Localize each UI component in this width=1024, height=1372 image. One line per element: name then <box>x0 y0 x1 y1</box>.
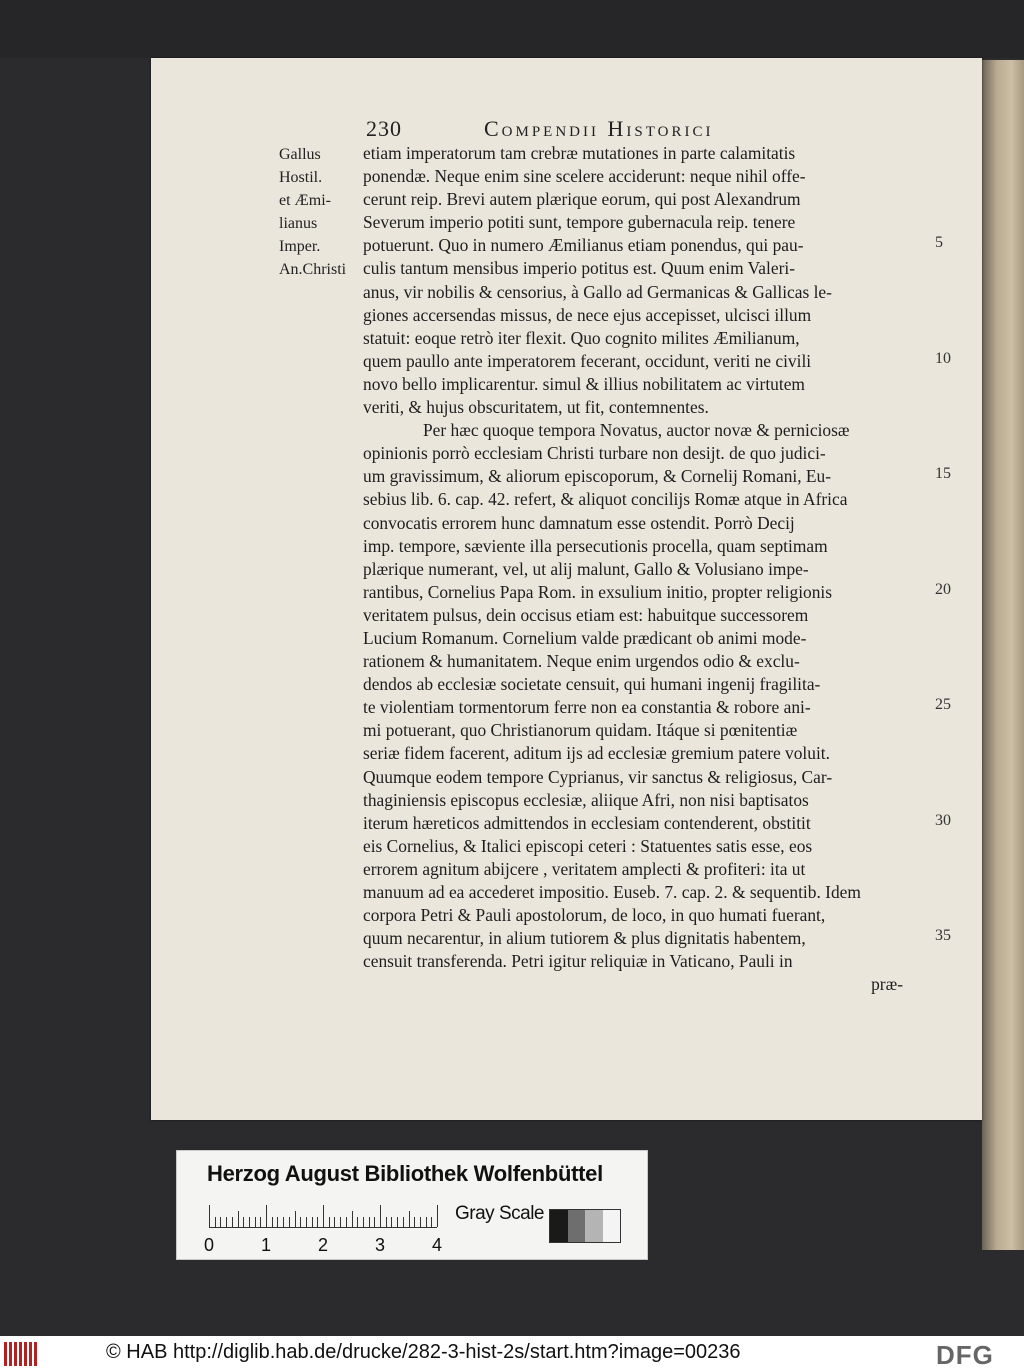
text-line: veritatem pulsus, dein occisus etiam est: habuitque successorem <box>363 604 809 625</box>
gray-swatch <box>603 1210 621 1242</box>
text-line: manuum ad ea accederet impositio. Euseb. 7. cap. 2. & sequentib. Idem <box>363 882 861 902</box>
dfg-logo: DFG <box>936 1340 994 1370</box>
text-line: te violentiam tormentorum ferre non ea constantia & robore ani- <box>363 697 811 718</box>
gray-scale-swatches <box>549 1209 621 1243</box>
ruler-tick <box>386 1217 387 1227</box>
ruler-tick <box>420 1217 421 1227</box>
ruler-tick <box>306 1217 307 1227</box>
ruler-tick <box>249 1217 250 1227</box>
text-line: um gravissimum, & aliorum episcoporum, & Cornelij Romani, Eu- <box>363 466 832 487</box>
text-line: imp. tempore, sæviente illa persecutionis procella, quam septimam <box>363 535 828 556</box>
ruler-number: 3 <box>375 1235 386 1255</box>
ruler-tick <box>220 1217 221 1227</box>
text-line: sebius lib. 6. cap. 42. refert, & aliquot concilijs Romæ atque in Africa <box>363 489 848 510</box>
line-number: 15 <box>935 465 951 482</box>
text-line: etiam imperatorum tam crebræ mutationes in parte calamitatis <box>363 143 796 163</box>
text-line: errorem agnitum abijcere , veritatem amplecti & profiteri: ita ut <box>363 858 806 879</box>
source-url[interactable]: © HAB http://diglib.hab.de/drucke/282-3-hist-2s/start.htm?image=00236 <box>106 1341 741 1363</box>
ruler-tick <box>357 1217 358 1227</box>
text-line: giones accersendas missus, de nece ejus accepisset, ulcisci illum <box>363 304 812 325</box>
text-line: potuerunt. Quo in numero Æmilianus etiam ponendus, qui pau- <box>363 235 804 256</box>
ruler-tick <box>243 1217 244 1227</box>
ruler-number: 1 <box>261 1235 272 1255</box>
ruler-tick <box>363 1217 364 1227</box>
ruler-tick <box>323 1205 324 1227</box>
ruler-tick <box>238 1211 239 1227</box>
line-number: 10 <box>935 350 951 367</box>
ruler-tick <box>266 1205 267 1227</box>
page-number: 230 <box>366 116 402 141</box>
side-note: Hostil. <box>279 169 323 186</box>
text-line: mi potuerant, quo Christianorum quidam. Itáque si pœnitentiæ <box>363 720 798 741</box>
ruler-tick <box>409 1211 410 1227</box>
text-line: veriti, & hujus obscuritatem, ut fit, contemnentes. <box>363 397 709 418</box>
text-line: convocatis errorem hunc damnatum esse ostendit. Porrò Decij <box>363 512 795 533</box>
text-line: corpora Petri & Pauli apostolorum, de loco, in quo humati fuerant, <box>363 905 826 926</box>
ruler-tick <box>374 1217 375 1227</box>
ruler-tick <box>431 1217 432 1227</box>
text-line: rantibus, Cornelius Papa Rom. in exsulium initio, propter religionis <box>363 581 833 602</box>
text-line: seriæ fidem facerent, aditum ijs ad ecclesiæ gremium patere voluit. <box>363 743 830 764</box>
ruler-tick <box>215 1217 216 1227</box>
ruler-tick <box>380 1205 381 1227</box>
gray-swatch <box>550 1210 568 1242</box>
body-text <box>363 142 935 996</box>
ruler-tick <box>272 1217 273 1227</box>
hab-logo-icon <box>4 1342 44 1366</box>
ruler-tick <box>232 1217 233 1227</box>
side-note: Gallus <box>279 146 321 163</box>
text-line: cerunt reip. Brevi autem plærique eorum, qui post Alexandrum <box>363 189 801 210</box>
ruler-number: 4 <box>432 1235 443 1255</box>
ruler-tick <box>340 1217 341 1227</box>
ruler-tick <box>312 1217 313 1227</box>
text-line: dendos ab ecclesiæ societate censuit, qui humani ingenij fragilita- <box>363 674 821 695</box>
ruler-tick <box>283 1217 284 1227</box>
ruler-tick <box>369 1217 370 1227</box>
side-note: Imper. <box>279 238 321 255</box>
gray-swatch <box>568 1210 586 1242</box>
text-line: culis tantum mensibus imperio potitus est. Quum enim Valeri- <box>363 258 795 279</box>
text-line: quum necarentur, in alium tutiorem & plus dignitatis habentem, <box>363 928 806 949</box>
ruler-tick <box>334 1217 335 1227</box>
page-header <box>366 116 966 140</box>
ruler-tick <box>255 1217 256 1227</box>
ruler-tick <box>391 1217 392 1227</box>
text-line: novo bello implicarentur. simul & illius nobilitatem ac virtutem <box>363 373 805 394</box>
ruler-tick <box>346 1217 347 1227</box>
ruler-tick <box>437 1205 438 1227</box>
text-line: Lucium Romanum. Cornelium valde prædicant ob animi mode- <box>363 627 807 648</box>
footer-bar <box>0 1336 1024 1372</box>
text-line: quem paullo ante imperatorem fecerant, occidunt, veriti ne civili <box>363 350 812 371</box>
ruler-number: 0 <box>204 1235 215 1255</box>
top-background-strip <box>0 0 1024 58</box>
ruler-tick <box>352 1211 353 1227</box>
text-line: rationem & humanitatem. Neque enim urgendos odio & exclu- <box>363 651 800 672</box>
text-line: anus, vir nobilis & censorius, à Gallo ad Germanicas & Gallicas le- <box>363 281 832 302</box>
ruler-tick <box>317 1217 318 1227</box>
text-line: Quumque eodem tempore Cyprianus, vir sanctus & religiosus, Car- <box>363 766 833 787</box>
ruler-tick <box>260 1217 261 1227</box>
text-line: statuit: eoque retrò iter flexit. Quo cognito milites Æmilianum, <box>363 327 800 348</box>
text-line: eis Cornelius, & Italici episcopi ceteri : Statuentes satis esse, eos <box>363 835 813 856</box>
catchword: præ- <box>871 974 903 995</box>
text-line: iterum hæreticos admittendos in ecclesiam contenderent, obstitit <box>363 812 811 833</box>
text-line: Severum imperio potiti sunt, tempore gubernacula reip. tenere <box>363 212 796 233</box>
ruler-tick <box>414 1217 415 1227</box>
text-line: ponendæ. Neque enim sine scelere acciderunt: neque nihil offe- <box>363 166 806 187</box>
text-line: censuit transferenda. Petri igitur reliquiæ in Vaticano, Pauli in <box>363 951 793 972</box>
ruler-tick <box>226 1217 227 1227</box>
binding-edge <box>982 60 1024 1250</box>
marginal-notes <box>279 143 359 281</box>
ruler-tick <box>295 1211 296 1227</box>
gray-swatch <box>585 1210 603 1242</box>
text-line: thaginiensis episcopus ecclesiæ, aliique Afri, non nisi baptisatos <box>363 789 809 810</box>
color-scale-card <box>176 1150 648 1260</box>
side-note: lianus <box>279 215 318 232</box>
ruler-tick <box>289 1217 290 1227</box>
card-title: Herzog August Bibliothek Wolfenbüttel <box>207 1161 603 1186</box>
ruler-number: 2 <box>318 1235 329 1255</box>
ruler-baseline <box>209 1227 437 1228</box>
ruler-tick <box>300 1217 301 1227</box>
ruler-tick <box>329 1217 330 1227</box>
ruler-tick <box>277 1217 278 1227</box>
gray-scale-label: Gray Scale <box>455 1203 544 1224</box>
line-number: 5 <box>935 234 943 251</box>
text-line: Per hæc quoque tempora Novatus, auctor novæ & perniciosæ <box>423 420 850 441</box>
ruler-tick <box>403 1217 404 1227</box>
running-head: Compendii Historici <box>484 116 714 141</box>
line-number: 35 <box>935 927 951 944</box>
text-line: opinionis porrò ecclesiam Christi turbare non desijt. de quo judici- <box>363 443 826 464</box>
ruler-tick <box>209 1205 210 1227</box>
line-number: 30 <box>935 812 951 829</box>
line-number: 20 <box>935 581 951 598</box>
side-note: et Æmi- <box>279 192 331 209</box>
book-page <box>151 58 982 1120</box>
side-note: An.Christi <box>279 261 347 278</box>
line-number: 25 <box>935 696 951 713</box>
ruler <box>209 1201 437 1231</box>
text-line: plærique numerant, vel, ut alij malunt, Gallo & Volusiano impe- <box>363 558 809 579</box>
ruler-tick <box>397 1217 398 1227</box>
ruler-tick <box>426 1217 427 1227</box>
